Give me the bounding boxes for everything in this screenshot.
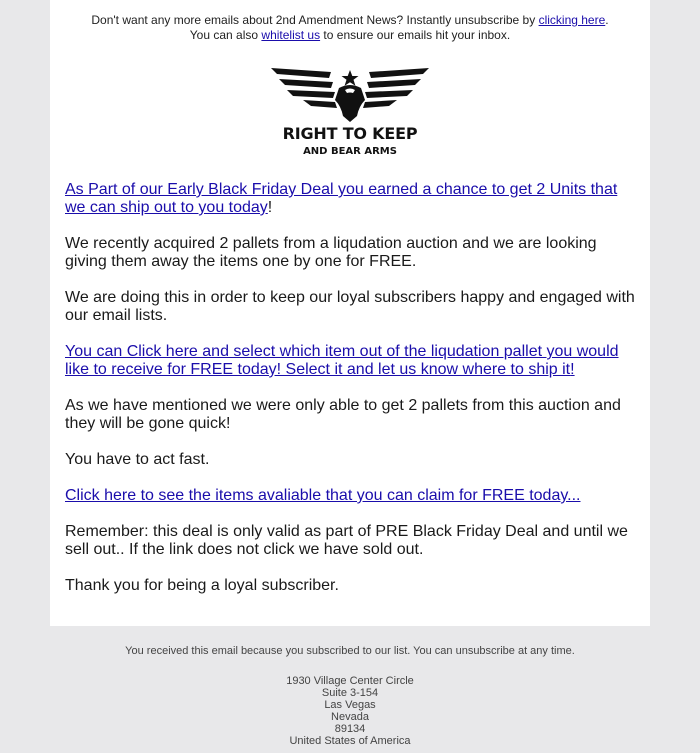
logo-title: RIGHT TO KEEP [282, 124, 418, 143]
paragraph-2: We recently acquired 2 pallets from a liqudation auction and we are looking giving them away the items one by one for FREE. [65, 235, 597, 270]
preheader-line-2 [50, 28, 650, 43]
email-footer [0, 645, 700, 747]
preheader-end-1: . [605, 13, 609, 27]
paragraph-7 [65, 487, 640, 505]
footer-notice: You received this email because you subscribed to our list. You can unsubscribe at any time. [125, 645, 575, 657]
preheader-end-2: to ensure our emails hit your inbox. [320, 28, 511, 42]
paragraph-9: Thank you for being a loyal subscriber. [65, 577, 339, 594]
preheader-text-2: You can also [189, 28, 262, 42]
paragraph-1 [65, 181, 640, 217]
deal-link-end[interactable]: ! [267, 199, 273, 216]
preheader-line-1 [50, 13, 650, 28]
address-line: Las Vegas [324, 699, 376, 711]
address-line: 1930 Village Center Circle [286, 675, 414, 687]
preheader [50, 13, 650, 43]
select-item-link-end[interactable]: ! [570, 361, 575, 378]
eagle-wings-star-icon [269, 66, 431, 122]
paragraph-6: You have to act fast. [65, 451, 210, 468]
email-card [50, 0, 650, 626]
brand-logo [269, 66, 431, 160]
email-body [65, 181, 640, 613]
footer-address [0, 675, 700, 747]
items-available-link[interactable]: Click here to see the items avaliable that you can claim for FREE today... [65, 487, 581, 504]
paragraph-3: We are doing this in order to keep our loyal subscribers happy and engaged with our email lists. [65, 289, 635, 324]
paragraph-8: Remember: this deal is only valid as part of PRE Black Friday Deal and until we sell out.. If the link does not click we have sold out. [65, 523, 628, 558]
address-line: United States of America [289, 735, 411, 747]
address-line: Suite 3-154 [321, 687, 379, 699]
paragraph-5: As we have mentioned we were only able to get 2 pallets from this auction and they will be gone quick! [65, 397, 621, 432]
logo-subtitle: AND BEAR ARMS [303, 146, 397, 157]
select-item-link[interactable]: You can Click here and select which item out of the liqudation pallet you would like to receive for FREE today! Select it and let us know where to ship it [65, 343, 619, 378]
deal-link[interactable]: As Part of our Early Black Friday Deal you earned a chance to get 2 Units that we can ship out to you today [65, 181, 618, 216]
paragraph-4 [65, 343, 640, 379]
preheader-text-1: Don't want any more emails about 2nd Amendment News? Instantly unsubscribe by [91, 13, 539, 27]
whitelist-link[interactable]: whitelist us [261, 28, 321, 42]
unsubscribe-link[interactable]: clicking here [538, 13, 606, 27]
address-line: 89134 [334, 723, 366, 735]
address-line: Nevada [331, 711, 369, 723]
